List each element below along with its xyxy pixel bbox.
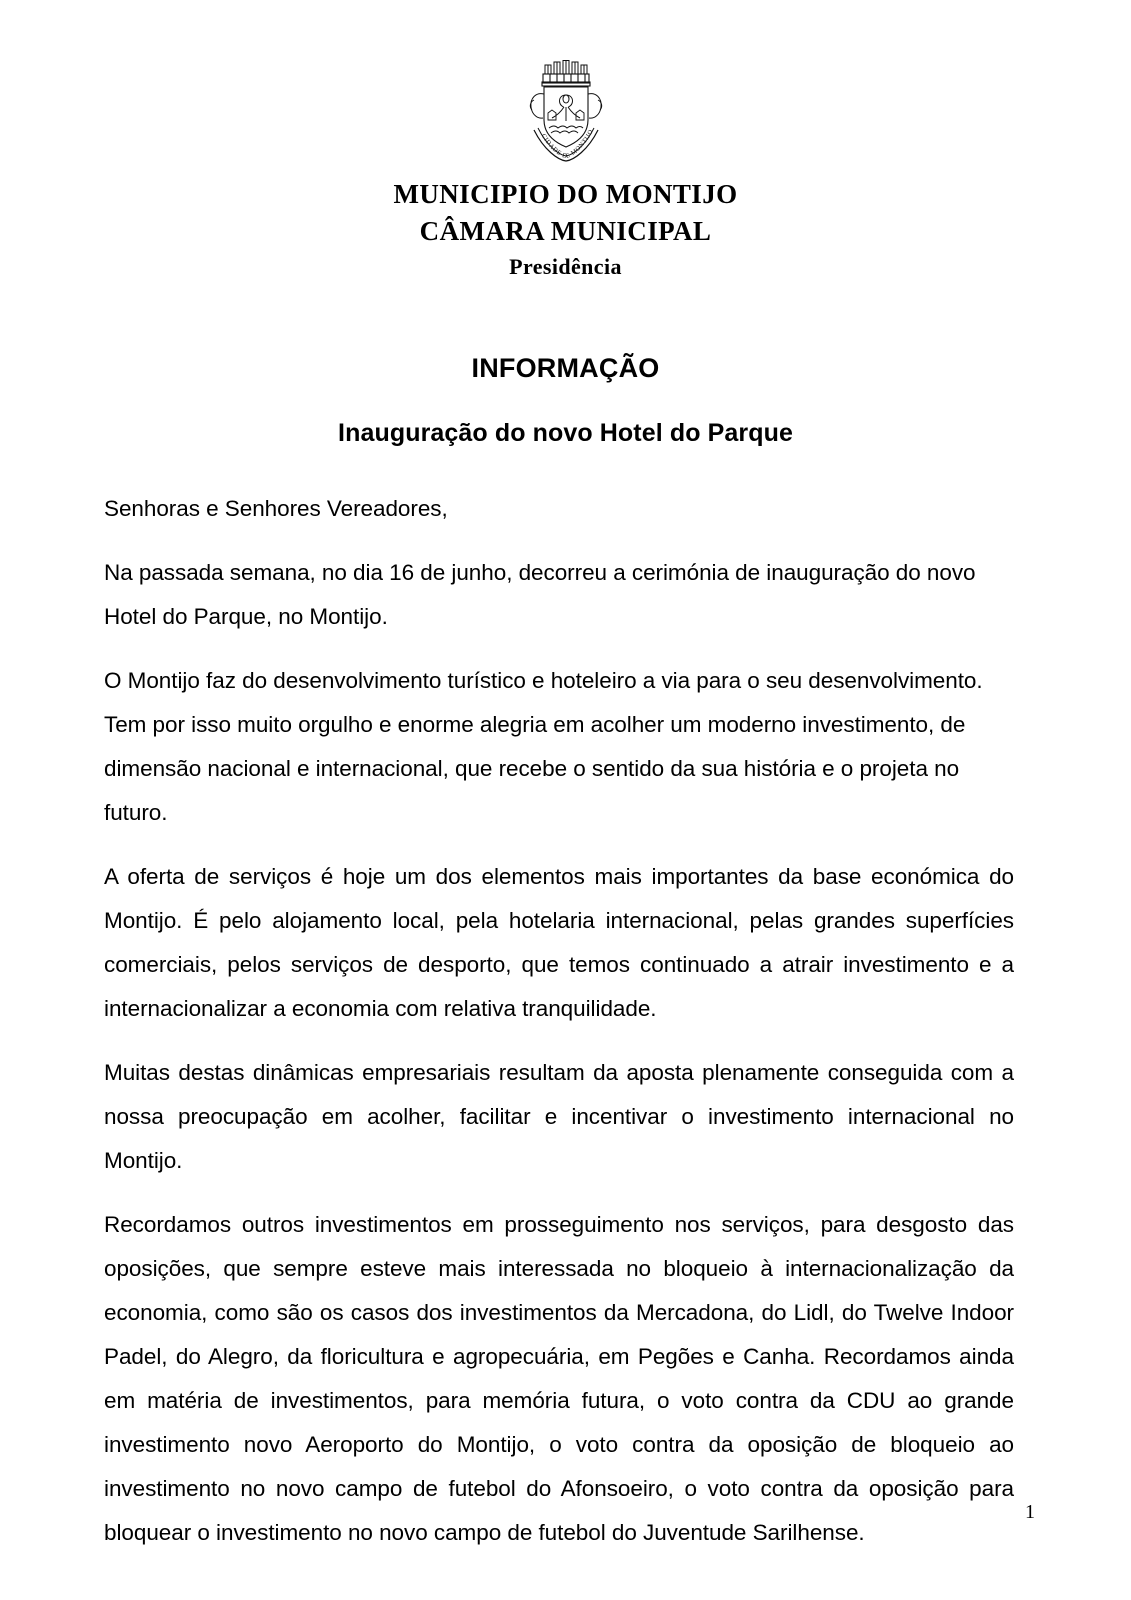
body-paragraph: A oferta de serviços é hoje um dos elementos mais importantes da base económica do Montijo. É pelo alojamento local, pela hotelaria internacional, pelas grandes superfícies comerciais, pelos serviços de desporto, que temos continuado a atrair investimento e a internacionalizar a economia com relativa tranquilidade. (104, 864, 1014, 1021)
document-title: INFORMAÇÃO (471, 353, 660, 383)
letterhead (0, 0, 1131, 284)
page-number: 1 (1025, 1501, 1035, 1523)
svg-text:CIDADE DE MONTIJO: CIDADE DE MONTIJO (539, 128, 595, 161)
body-paragraph: Recordamos outros investimentos em prosseguimento nos serviços, para desgosto das oposições, que sempre esteve mais interessada no bloqueio à internacionalização da economia, como são os casos dos investimentos da Mercadona, do Lidl, do Twelve Indoor Padel, do Alegro, da floricultura e agropecuária, em Pegões e Canha. Recordamos ainda em matéria de investimentos, para memória futura, o voto contra da CDU ao grande investimento novo Aeroporto do Montijo, o voto contra da oposição de bloqueio ao investimento no novo campo de futebol do Afonsoeiro, o voto contra da oposição para bloquear o investimento no novo campo de futebol do Juventude Sarilhense. (104, 1212, 1014, 1545)
montijo-coat-of-arms-icon (518, 58, 614, 166)
salutation: Senhoras e Senhores Vereadores, (104, 496, 448, 521)
document-body (104, 487, 1014, 1555)
org-name-line1: MUNICIPIO DO MONTIJO (393, 179, 738, 209)
org-name-line2: CÂMARA MUNICIPAL (419, 216, 712, 246)
org-name-line3: Presidência (509, 254, 622, 279)
body-paragraph: Na passada semana, no dia 16 de junho, decorreu a cerimónia de inauguração do novo Hotel do Parque, no Montijo. (104, 560, 976, 629)
body-paragraph: Muitas destas dinâmicas empresariais resultam da aposta plenamente conseguida com a nossa preocupação em acolher, facilitar e incentivar o investimento internacional no Montijo. (104, 1060, 1014, 1173)
document-subtitle: Inauguração do novo Hotel do Parque (338, 419, 793, 447)
body-paragraph: O Montijo faz do desenvolvimento turístico e hoteleiro a via para o seu desenvolvimento. Tem por isso muito orgulho e enorme alegria em acolher um moderno investimento, de dimensão nacional e internacional, que recebe o sentido da sua história e o projeta no futuro. (104, 668, 983, 825)
